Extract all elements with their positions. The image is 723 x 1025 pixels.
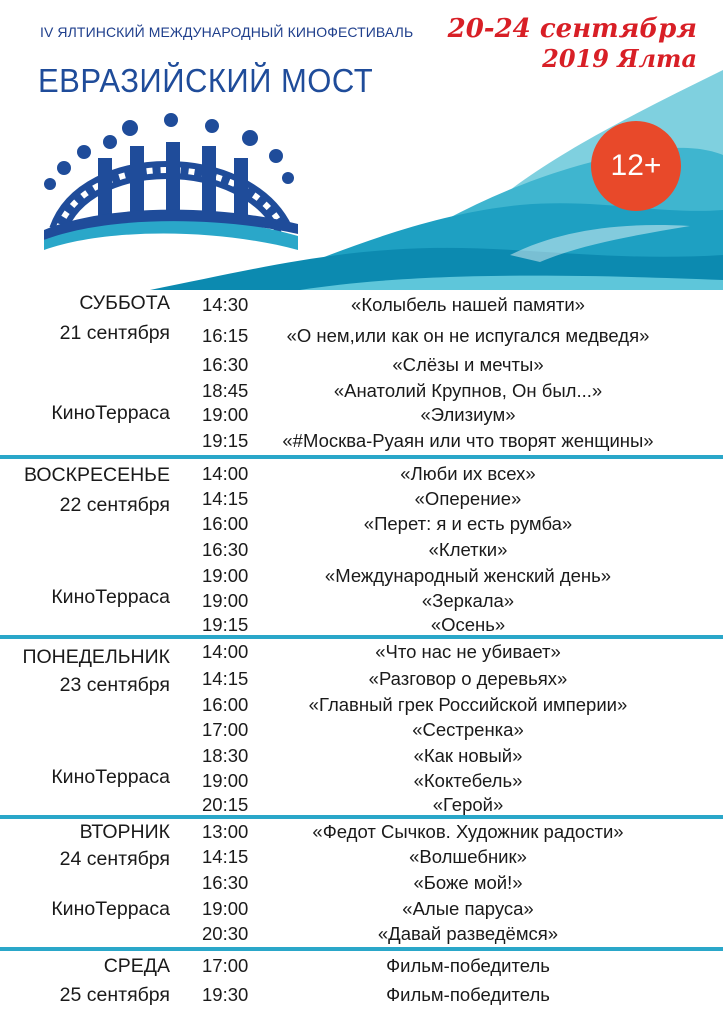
screening-time: 16:30 [202,539,249,560]
film-title: «Коктебель» [413,770,523,791]
film-title: «Элизиум» [420,404,516,425]
festival-dates-line2: 2019 Ялта [542,44,697,73]
screening-time: 16:00 [202,694,249,715]
screening-time: 19:15 [202,614,249,635]
day-date: 25 сентября [59,984,170,1006]
film-title: «Клетки» [428,539,508,560]
day-date: 22 сентября [59,494,170,516]
screening-time: 16:30 [202,872,249,893]
film-title: «Боже мой!» [413,872,523,893]
screening-time: 16:30 [202,354,249,375]
screening-time: 19:00 [202,590,249,611]
venue-name: КиноТерраса [51,898,170,920]
film-title: «Волшебник» [409,846,527,867]
film-title: «Анатолий Крупнов, Он был...» [333,380,603,401]
screening-time: 16:15 [202,325,249,346]
film-title: «Слёзы и мечты» [392,354,544,375]
screening-time: 19:00 [202,898,249,919]
day-name: СУББОТА [79,292,170,314]
day-date: 24 сентября [59,848,170,870]
film-title: «Люби их всех» [400,463,536,484]
film-title: «Колыбель нашей памяти» [351,294,585,315]
film-title: «Зеркала» [421,590,515,611]
screening-time: 17:00 [202,955,249,976]
screening-time: 19:30 [202,984,249,1005]
screening-time: 18:45 [202,380,249,401]
screening-time: 14:00 [202,641,249,662]
screening-time: 19:00 [202,404,249,425]
day-name: СРЕДА [103,955,170,977]
venue-name: КиноТерраса [51,586,170,608]
screening-time: 17:00 [202,719,249,740]
venue-name: КиноТерраса [51,766,170,788]
film-title: «Давай разведёмся» [377,923,559,944]
film-title: «Главный грек Российской империи» [308,694,628,715]
day-block [0,951,723,1025]
film-title: «Разговор о деревьях» [368,668,568,689]
day-block [0,290,723,455]
day-name: ВОСКРЕСЕНЬЕ [24,464,170,486]
film-title: «О нем,или как он не испугался медведя» [286,325,650,346]
day-block [0,639,723,815]
screening-time: 20:30 [202,923,249,944]
day-date: 21 сентября [59,322,170,344]
day-block [0,459,723,635]
day-name: ВТОРНИК [79,821,170,843]
screening-time: 14:15 [202,488,249,509]
screening-time: 19:15 [202,430,249,451]
day-date: 23 сентября [59,674,170,696]
bridge-logo-icon [36,112,306,252]
day-block [0,819,723,947]
festival-subtitle: IV ЯЛТИНСКИЙ МЕЖДУНАРОДНЫЙ КИНОФЕСТИВАЛЬ [40,24,414,40]
age-rating-badge: 12+ [591,121,681,211]
film-title: «#Москва-Руаян или что творят женщины» [282,430,654,451]
film-title: «Федот Сычков. Художник радости» [312,821,624,842]
film-title: Фильм-победитель [386,984,550,1005]
film-title: «Сестренка» [412,719,524,740]
screening-time: 14:30 [202,294,249,315]
screening-time: 16:00 [202,513,249,534]
venue-name: КиноТерраса [51,402,170,424]
film-title: «Что нас не убивает» [375,641,561,662]
screening-time: 18:30 [202,745,249,766]
screening-time: 14:15 [202,668,249,689]
film-title: «Перет: я и есть румба» [363,513,573,534]
film-title: «Как новый» [413,745,523,766]
film-title: Фильм-победитель [386,955,550,976]
festival-dates-line1: 20-24 сентября [447,14,697,44]
film-title: «Международный женский день» [324,565,612,586]
film-title: «Оперение» [414,488,522,509]
film-title: «Герой» [432,794,504,815]
film-title: «Алые паруса» [402,898,534,919]
screening-schedule [0,290,723,1025]
screening-time: 19:00 [202,565,249,586]
screening-time: 19:00 [202,770,249,791]
screening-time: 13:00 [202,821,249,842]
screening-time: 14:00 [202,463,249,484]
festival-header [0,0,723,290]
festival-dates [448,14,697,74]
festival-title: ЕВРАЗИЙСКИЙ МОСТ [38,62,374,99]
film-title: «Осень» [430,614,506,635]
day-name: ПОНЕДЕЛЬНИК [22,646,170,668]
screening-time: 14:15 [202,846,249,867]
screening-time: 20:15 [202,794,249,815]
